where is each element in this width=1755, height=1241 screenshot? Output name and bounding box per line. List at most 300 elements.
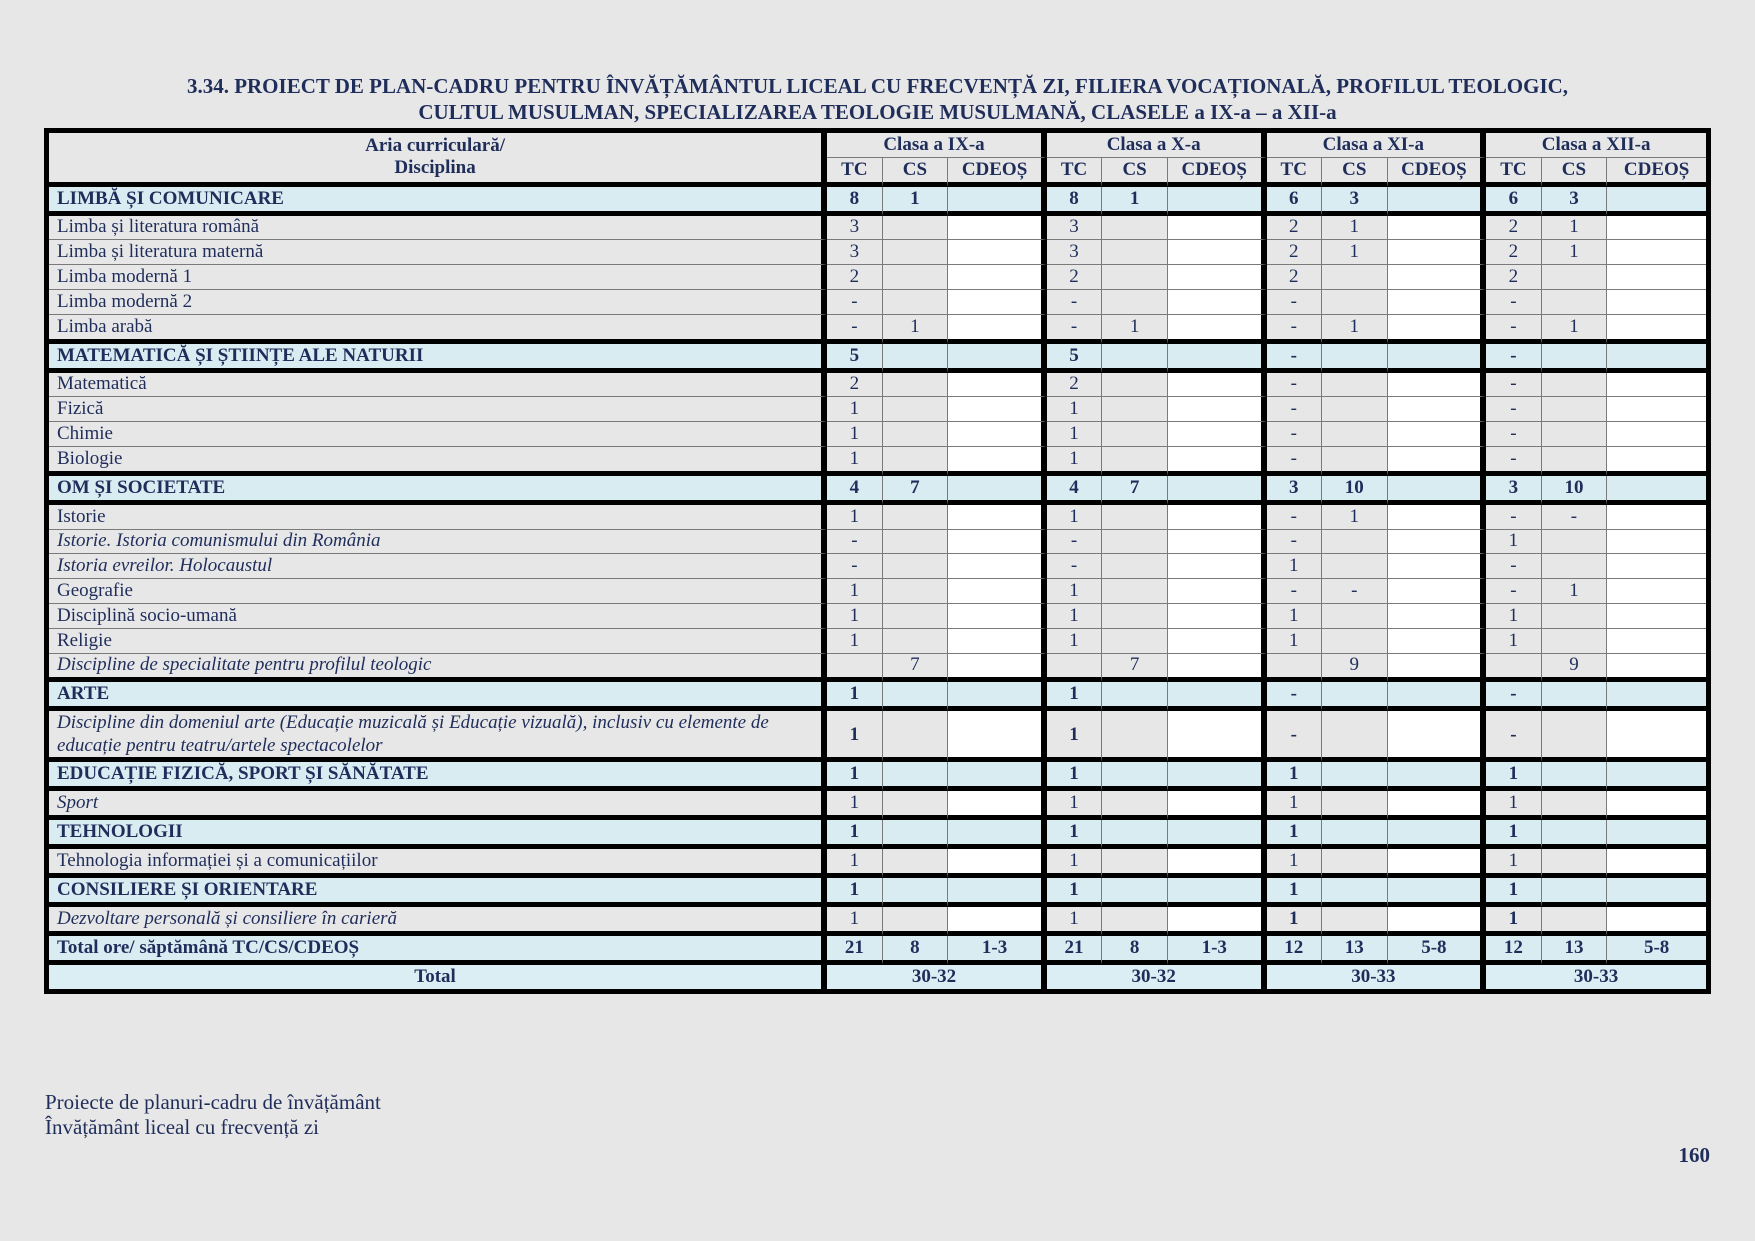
cell-value	[1388, 447, 1487, 476]
discipline-label: Limba și literatura maternă	[49, 240, 827, 265]
cell-value	[883, 762, 949, 791]
cell-value	[1102, 265, 1168, 290]
cell-value	[1607, 791, 1706, 820]
cell-value: -	[1267, 579, 1322, 604]
cell-value: -	[1486, 373, 1541, 398]
cell-value	[1168, 290, 1267, 315]
cell-value	[1322, 373, 1388, 398]
cell-value: 1	[827, 849, 882, 878]
category-label: OM ȘI SOCIETATE	[49, 476, 827, 505]
total-value: 30-32	[1047, 965, 1267, 989]
cell-value	[1168, 216, 1267, 241]
cell-value: 2	[827, 265, 882, 290]
cell-value	[1388, 604, 1487, 629]
cell-value	[1102, 505, 1168, 530]
cell-value: 1	[1322, 505, 1388, 530]
cell-value	[1102, 711, 1168, 762]
cell-value	[883, 791, 949, 820]
cell-value	[1607, 907, 1706, 936]
cell-value	[1322, 447, 1388, 476]
table-body	[49, 187, 1706, 989]
cell-value: 1	[1047, 447, 1102, 476]
cell-value: 4	[827, 476, 882, 505]
cell-value	[948, 373, 1047, 398]
cell-value: 1	[883, 315, 949, 344]
cell-value: 1	[1047, 762, 1102, 791]
cell-value: 1	[827, 397, 882, 422]
cell-value	[1607, 290, 1706, 315]
cell-value: 8	[1102, 936, 1168, 965]
cell-value: 2	[1047, 373, 1102, 398]
cell-value: 3	[1047, 216, 1102, 241]
cell-value	[1102, 344, 1168, 373]
table-row	[49, 240, 1706, 265]
cell-value	[1388, 187, 1487, 216]
cell-value: -	[1267, 682, 1322, 711]
subheader-cs: CS	[1102, 158, 1168, 187]
cell-value	[1388, 849, 1487, 878]
cell-value: 5	[1047, 344, 1102, 373]
cell-value: 8	[827, 187, 882, 216]
total-value: 30-33	[1267, 965, 1487, 989]
cell-value: 1	[1486, 762, 1541, 791]
cell-value	[1607, 344, 1706, 373]
category-label: MATEMATICĂ ȘI ȘTIINȚE ALE NATURII	[49, 344, 827, 373]
cell-value: 1	[1322, 216, 1388, 241]
table-row	[49, 216, 1706, 241]
cell-value	[1102, 554, 1168, 579]
cell-value	[948, 290, 1047, 315]
cell-value: 1	[827, 447, 882, 476]
cell-value	[1388, 397, 1487, 422]
cell-value	[1102, 290, 1168, 315]
cell-value: 7	[1102, 476, 1168, 505]
cell-value: 1	[827, 629, 882, 654]
table-row	[49, 791, 1706, 820]
cell-value	[1388, 216, 1487, 241]
cell-value	[948, 530, 1047, 555]
discipline-label: Discipline de specialitate pentru profilul teologic	[49, 654, 827, 683]
cell-value: -	[827, 315, 882, 344]
cell-value	[1102, 604, 1168, 629]
cell-value: 1	[1322, 315, 1388, 344]
cell-value	[1102, 216, 1168, 241]
table-row	[49, 505, 1706, 530]
cell-value	[883, 530, 949, 555]
cell-value	[883, 240, 949, 265]
cell-value	[1388, 654, 1487, 683]
cell-value	[1607, 604, 1706, 629]
cell-value	[1388, 907, 1487, 936]
cell-value: 2	[1267, 265, 1322, 290]
footer-line-1: Proiecte de planuri-cadru de învățământ	[45, 1090, 381, 1114]
cell-value	[883, 422, 949, 447]
header-aria-line-1: Aria curriculară/	[365, 135, 505, 157]
cell-value	[1168, 791, 1267, 820]
cell-value	[948, 447, 1047, 476]
cell-value	[1322, 907, 1388, 936]
cell-value	[1168, 373, 1267, 398]
cell-value: 1	[1047, 878, 1102, 907]
category-row	[49, 936, 1706, 965]
cell-value: 1	[827, 604, 882, 629]
cell-value: 1	[883, 187, 949, 216]
subheader-cs: CS	[1322, 158, 1388, 187]
cell-value: 1	[827, 907, 882, 936]
cell-value: 1	[827, 711, 882, 762]
cell-value: 3	[1322, 187, 1388, 216]
subheader-cs: CS	[883, 158, 949, 187]
cell-value	[1102, 447, 1168, 476]
discipline-label: Limba arabă	[49, 315, 827, 344]
header-class-xi: Clasa a XI-a	[1267, 133, 1487, 158]
cell-value	[883, 505, 949, 530]
cell-value: 1	[1267, 629, 1322, 654]
cell-value	[1607, 397, 1706, 422]
subheader-tc: TC	[1486, 158, 1541, 187]
cell-value: 1	[1267, 820, 1322, 849]
cell-value: 1-3	[948, 936, 1047, 965]
category-label: LIMBĂ ȘI COMUNICARE	[49, 187, 827, 216]
category-label: CONSILIERE ȘI ORIENTARE	[49, 878, 827, 907]
discipline-label: Disciplină socio-umană	[49, 604, 827, 629]
cell-value	[883, 344, 949, 373]
cell-value	[1388, 554, 1487, 579]
cell-value	[1168, 187, 1267, 216]
cell-value: 9	[1322, 654, 1388, 683]
cell-value: 7	[883, 654, 949, 683]
subheader-cdeos: CDEOȘ	[1607, 158, 1706, 187]
cell-value	[948, 579, 1047, 604]
cell-value: 3	[827, 216, 882, 241]
cell-value	[1168, 849, 1267, 878]
cell-value	[1542, 373, 1608, 398]
cell-value: 1	[1486, 878, 1541, 907]
cell-value: 1	[1047, 791, 1102, 820]
cell-value: 1	[1322, 240, 1388, 265]
cell-value: -	[1267, 530, 1322, 555]
cell-value	[1607, 447, 1706, 476]
cell-value: 5-8	[1607, 936, 1706, 965]
cell-value: -	[1486, 344, 1541, 373]
cell-value: 1	[1542, 315, 1608, 344]
cell-value	[1388, 711, 1487, 762]
cell-value: 1	[827, 820, 882, 849]
cell-value	[1168, 820, 1267, 849]
cell-value: -	[1486, 682, 1541, 711]
cell-value: 1	[1486, 530, 1541, 555]
cell-value	[1322, 762, 1388, 791]
discipline-label: Limba modernă 1	[49, 265, 827, 290]
cell-value: 3	[1047, 240, 1102, 265]
header-class-x: Clasa a X-a	[1047, 133, 1267, 158]
cell-value	[883, 216, 949, 241]
cell-value	[1542, 682, 1608, 711]
cell-value	[1607, 505, 1706, 530]
subheader-tc: TC	[827, 158, 882, 187]
cell-value: 1	[1486, 849, 1541, 878]
cell-value	[1322, 682, 1388, 711]
table-row	[49, 654, 1706, 683]
cell-value	[948, 187, 1047, 216]
cell-value	[948, 265, 1047, 290]
cell-value	[1388, 579, 1487, 604]
discipline-label: Istorie. Istoria comunismului din România	[49, 530, 827, 555]
cell-value	[1388, 629, 1487, 654]
cell-value	[1168, 265, 1267, 290]
subheader-tc: TC	[1267, 158, 1322, 187]
cell-value	[1102, 762, 1168, 791]
cell-value	[1168, 505, 1267, 530]
cell-value	[1542, 554, 1608, 579]
cell-value	[1542, 604, 1608, 629]
cell-value	[1102, 849, 1168, 878]
cell-value	[948, 878, 1047, 907]
cell-value: 1	[1267, 849, 1322, 878]
cell-value: -	[1267, 447, 1322, 476]
cell-value: 1	[1486, 791, 1541, 820]
cell-value: 1	[827, 682, 882, 711]
cell-value	[1168, 682, 1267, 711]
cell-value: 1	[1486, 629, 1541, 654]
cell-value: 1	[827, 791, 882, 820]
cell-value: -	[1047, 290, 1102, 315]
cell-value	[883, 849, 949, 878]
cell-value	[1322, 629, 1388, 654]
cell-value: -	[1486, 315, 1541, 344]
cell-value: 1	[827, 422, 882, 447]
cell-value: 21	[827, 936, 882, 965]
cell-value	[1168, 315, 1267, 344]
cell-value	[948, 315, 1047, 344]
cell-value: 8	[883, 936, 949, 965]
cell-value	[883, 373, 949, 398]
title-line-1: 3.34. PROIECT DE PLAN-CADRU PENTRU ÎNVĂȚĂMÂNTUL LICEAL CU FRECVENȚĂ ZI, FILIERA VOCAȚIONALĂ, PROFILUL TEOLOGIC,	[186, 74, 1569, 98]
cell-value: 1	[1267, 762, 1322, 791]
cell-value: 13	[1322, 936, 1388, 965]
cell-value	[1607, 422, 1706, 447]
cell-value	[1388, 315, 1487, 344]
cell-value: 8	[1047, 187, 1102, 216]
cell-value: 1	[1267, 604, 1322, 629]
cell-value	[1388, 791, 1487, 820]
cell-value: -	[1267, 373, 1322, 398]
cell-value	[1607, 762, 1706, 791]
cell-value: -	[1047, 554, 1102, 579]
cell-value	[1322, 422, 1388, 447]
cell-value: -	[827, 290, 882, 315]
cell-value: 1	[1047, 849, 1102, 878]
cell-value	[1542, 265, 1608, 290]
cell-value	[1102, 579, 1168, 604]
cell-value: 2	[1267, 240, 1322, 265]
cell-value: -	[1486, 711, 1541, 762]
cell-value	[1102, 682, 1168, 711]
cell-value	[1542, 849, 1608, 878]
cell-value	[1388, 265, 1487, 290]
cell-value	[1102, 820, 1168, 849]
cell-value: 2	[1486, 240, 1541, 265]
cell-value	[883, 682, 949, 711]
cell-value: -	[1267, 505, 1322, 530]
cell-value	[1607, 682, 1706, 711]
table-row	[49, 711, 1706, 762]
cell-value	[1542, 907, 1608, 936]
cell-value	[1168, 654, 1267, 683]
cell-value	[1607, 579, 1706, 604]
cell-value	[948, 654, 1047, 683]
table-row	[49, 907, 1706, 936]
cell-value	[1322, 397, 1388, 422]
cell-value	[1168, 422, 1267, 447]
footer-line-2: Învățământ liceal cu frecvență zi	[45, 1115, 320, 1139]
discipline-label: Matematică	[49, 373, 827, 398]
cell-value	[1607, 554, 1706, 579]
cell-value	[1607, 530, 1706, 555]
cell-value	[1168, 878, 1267, 907]
cell-value: 1	[1047, 711, 1102, 762]
cell-value	[948, 907, 1047, 936]
cell-value: -	[827, 554, 882, 579]
subheader-cdeos: CDEOȘ	[1168, 158, 1267, 187]
table-row	[49, 265, 1706, 290]
category-row	[49, 187, 1706, 216]
cell-value	[948, 505, 1047, 530]
cell-value: 13	[1542, 936, 1608, 965]
cell-value	[1388, 530, 1487, 555]
category-row	[49, 344, 1706, 373]
cell-value: 1	[1047, 604, 1102, 629]
discipline-label: Fizică	[49, 397, 827, 422]
discipline-label: Limba modernă 2	[49, 290, 827, 315]
cell-value: 1	[1047, 397, 1102, 422]
cell-value	[1168, 604, 1267, 629]
cell-value: 1	[1542, 579, 1608, 604]
discipline-label: Geografie	[49, 579, 827, 604]
cell-value: 12	[1486, 936, 1541, 965]
cell-value	[948, 791, 1047, 820]
cell-value: -	[1486, 290, 1541, 315]
cell-value	[1388, 682, 1487, 711]
cell-value: -	[1542, 505, 1608, 530]
table-row	[49, 315, 1706, 344]
cell-value: -	[1322, 579, 1388, 604]
subheader-cdeos: CDEOȘ	[948, 158, 1047, 187]
cell-value: 5	[827, 344, 882, 373]
cell-value: 1	[1486, 604, 1541, 629]
cell-value	[1322, 530, 1388, 555]
cell-value	[948, 397, 1047, 422]
cell-value	[948, 629, 1047, 654]
cell-value	[1607, 629, 1706, 654]
cell-value	[948, 476, 1047, 505]
cell-value	[948, 711, 1047, 762]
cell-value: 10	[1322, 476, 1388, 505]
cell-value	[948, 762, 1047, 791]
cell-value	[1388, 762, 1487, 791]
cell-value	[1607, 216, 1706, 241]
table-row	[49, 604, 1706, 629]
header-class-ix: Clasa a IX-a	[827, 133, 1047, 158]
category-label: TEHNOLOGII	[49, 820, 827, 849]
cell-value	[1102, 530, 1168, 555]
cell-value	[1322, 711, 1388, 762]
cell-value	[1607, 265, 1706, 290]
cell-value	[1607, 373, 1706, 398]
table-row	[49, 290, 1706, 315]
cell-value	[1102, 791, 1168, 820]
table-row	[49, 373, 1706, 398]
subheader-cdeos: CDEOȘ	[1388, 158, 1487, 187]
cell-value	[1542, 629, 1608, 654]
cell-value	[1542, 530, 1608, 555]
cell-value	[883, 604, 949, 629]
discipline-label: Limba și literatura română	[49, 216, 827, 241]
cell-value: 2	[1486, 265, 1541, 290]
cell-value: 9	[1542, 654, 1608, 683]
cell-value	[948, 240, 1047, 265]
header-aria-line-2: Disciplina	[394, 157, 476, 179]
cell-value: 1	[1486, 820, 1541, 849]
cell-value	[1607, 315, 1706, 344]
cell-value	[1168, 397, 1267, 422]
cell-value	[1542, 447, 1608, 476]
cell-value: 1	[1267, 878, 1322, 907]
cell-value: -	[1267, 422, 1322, 447]
category-row	[49, 878, 1706, 907]
category-label: EDUCAȚIE FIZICĂ, SPORT ȘI SĂNĂTATE	[49, 762, 827, 791]
table-row	[49, 579, 1706, 604]
cell-value	[1322, 849, 1388, 878]
cell-value: 4	[1047, 476, 1102, 505]
discipline-label: Dezvoltare personală și consiliere în carieră	[49, 907, 827, 936]
category-label: Total ore/ săptămână TC/CS/CDEOȘ	[49, 936, 827, 965]
category-label: ARTE	[49, 682, 827, 711]
page-number: 160	[1678, 1143, 1710, 1167]
cell-value: 1	[1047, 682, 1102, 711]
cell-value	[883, 265, 949, 290]
subheader-tc: TC	[1047, 158, 1102, 187]
cell-value	[1388, 373, 1487, 398]
cell-value: 7	[883, 476, 949, 505]
cell-value	[1322, 344, 1388, 373]
cell-value	[1388, 290, 1487, 315]
cell-value: -	[1267, 315, 1322, 344]
cell-value	[1607, 187, 1706, 216]
header-aria-curriculara	[49, 133, 827, 187]
title-line-2: CULTUL MUSULMAN, SPECIALIZAREA TEOLOGIE MUSULMANĂ, CLASELE a IX-a – a XII-a	[418, 100, 1337, 124]
cell-value	[1542, 422, 1608, 447]
cell-value	[883, 820, 949, 849]
discipline-label: Tehnologia informației și a comunicațiilor	[49, 849, 827, 878]
cell-value	[1388, 878, 1487, 907]
cell-value	[1388, 505, 1487, 530]
cell-value: 10	[1542, 476, 1608, 505]
cell-value	[883, 629, 949, 654]
cell-value: -	[1486, 397, 1541, 422]
discipline-label: Sport	[49, 791, 827, 820]
total-value: 30-33	[1486, 965, 1706, 989]
cell-value: 3	[1542, 187, 1608, 216]
cell-value	[1542, 397, 1608, 422]
cell-value: 1	[1047, 629, 1102, 654]
cell-value	[1168, 554, 1267, 579]
cell-value	[1322, 820, 1388, 849]
cell-value	[1607, 849, 1706, 878]
cell-value	[1388, 422, 1487, 447]
cell-value: 1	[1102, 315, 1168, 344]
cell-value: -	[1486, 579, 1541, 604]
